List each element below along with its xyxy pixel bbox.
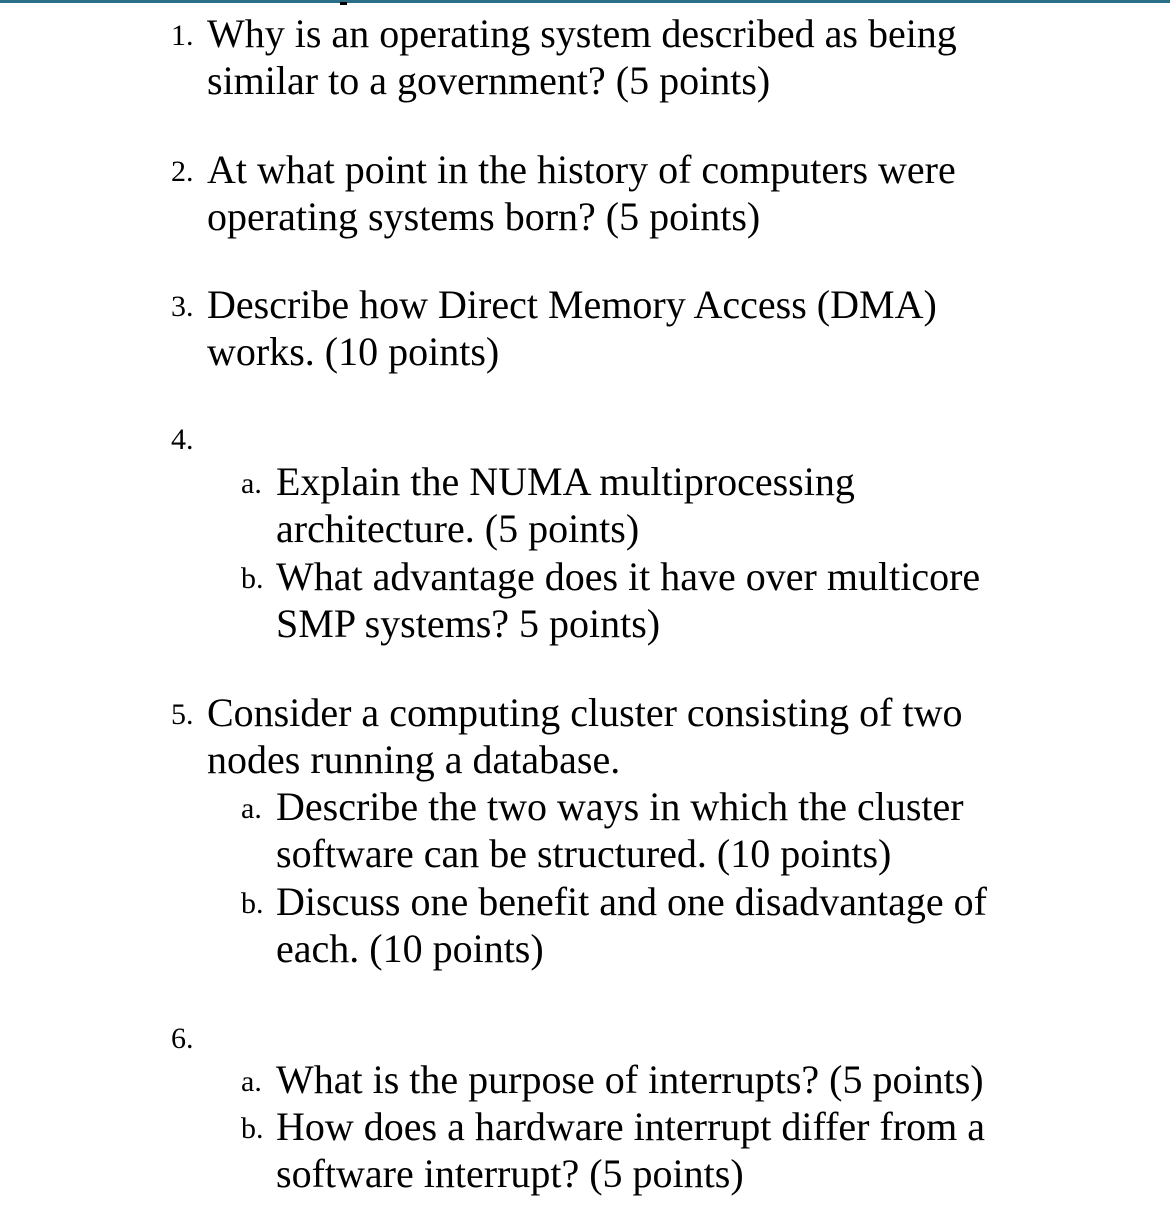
question-text-line: Consider a computing cluster consisting of two <box>207 690 963 735</box>
question-number: 4. <box>171 423 194 456</box>
question-text-line: Describe how Direct Memory Access (DMA) <box>207 282 937 327</box>
sub-question-text-line: What advantage does it have over multicore <box>276 554 981 599</box>
question-number: 5. <box>171 698 194 731</box>
sub-question-letter: a. <box>241 792 262 825</box>
sub-question-text-line: How does a hardware interrupt differ from a <box>276 1104 985 1149</box>
question-text-line: works. (10 points) <box>207 329 500 374</box>
sub-question-text-line: software interrupt? (5 points) <box>276 1151 744 1196</box>
question-text-line: similar to a government? (5 points) <box>207 58 771 103</box>
question-number: 1. <box>171 19 194 52</box>
question-text-line: operating systems born? (5 points) <box>207 194 761 239</box>
question-number: 3. <box>171 290 194 323</box>
question-text-line: Why is an operating system described as being <box>207 11 957 56</box>
sub-question-letter: b. <box>241 562 264 595</box>
sub-question-text-line: software can be structured. (10 points) <box>276 831 892 876</box>
sub-question-text-line: architecture. (5 points) <box>276 506 640 551</box>
sub-question-letter: a. <box>241 467 262 500</box>
question-text-line: At what point in the history of computers were <box>207 147 956 192</box>
clipped-text-fragment <box>340 2 347 5</box>
sub-question-text-line: Discuss one benefit and one disadvantage of <box>276 879 987 924</box>
top-border-line <box>0 0 1170 3</box>
question-number: 6. <box>171 1022 194 1055</box>
sub-question-text-line: What is the purpose of interrupts? (5 points) <box>276 1057 984 1102</box>
question-text-line: nodes running a database. <box>207 737 621 782</box>
sub-question-letter: b. <box>241 1112 264 1145</box>
sub-question-text-line: SMP systems? 5 points) <box>276 601 661 646</box>
sub-question-letter: a. <box>241 1065 262 1098</box>
sub-question-text-line: each. (10 points) <box>276 926 544 971</box>
sub-question-text-line: Explain the NUMA multiprocessing <box>276 459 855 504</box>
sub-question-letter: b. <box>241 887 264 920</box>
question-number: 2. <box>171 155 194 188</box>
sub-question-text-line: Describe the two ways in which the cluster <box>276 784 964 829</box>
